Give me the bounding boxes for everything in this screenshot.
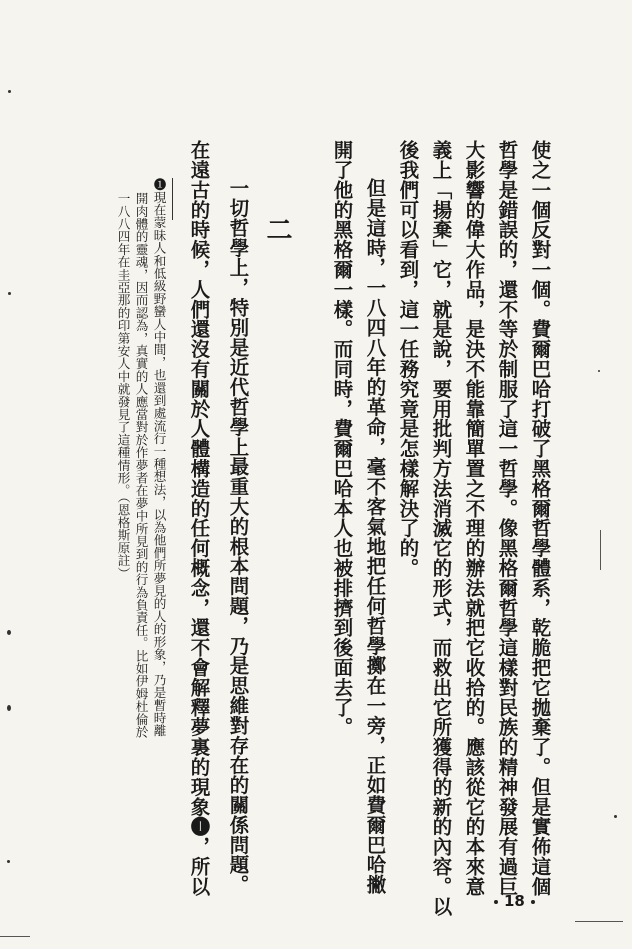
bullet-icon (494, 900, 498, 904)
footnote-column: 開肉體的靈魂，因而認為，真實的人應當對於作夢者在夢中所見到的行為負責任。比如伊姆杜倫於 (133, 192, 149, 739)
text-column: 義上「揚棄」它，就是說，要用批判方法消滅它的形式，而救出它所獲得的新的內容。以 (429, 140, 453, 917)
scan-mark (600, 530, 601, 570)
footnote-divider (172, 178, 173, 220)
footnote-column: 一八八四年在圭亞那的印第安人中就發見了這種情形。（恩格斯原註） (115, 192, 131, 580)
text-column: 一切哲學上，特別是近代哲學上最重大的根本問題，乃是思維對存在的關係問題。 (226, 178, 250, 895)
scan-speck (614, 815, 617, 818)
scan-speck (598, 370, 600, 372)
scan-speck (8, 90, 11, 93)
scan-mark (0, 936, 30, 937)
text-column: 但是這時，一八四八年的革命，毫不客氣地把任何哲學擲在一旁，正如費爾巴哈撇 (363, 178, 387, 895)
section-heading: 二 (262, 216, 292, 243)
text-column: 哲學是錯誤的，還不等於制服了這一哲學。像黑格爾哲學這樣對民族的精神發展有過巨 (495, 140, 519, 897)
text-column: 大影響的偉大作品，是決不能靠簡單置之不理的辦法就把它收拾的。應該從它的本來意 (462, 140, 486, 897)
scan-speck (7, 705, 11, 711)
scan-speck (8, 292, 11, 295)
text-column: 在遠古的時候，人們還沒有關於人體構造的任何概念，還不會解釋夢裏的現象❶，所以 (187, 140, 211, 897)
page-number: 18 (488, 892, 541, 910)
footnote-column: ❶現在蒙昧人和低級野蠻人中間，也還到處流行一種想法，以為他們所夢見的人的形象，乃是暫時離 (151, 178, 167, 737)
scan-mark (575, 921, 623, 922)
text-column: 使之一個反對一個。費爾巴哈打破了黑格爾哲學體系，乾脆把它拋棄了。但是實佈這個 (528, 140, 552, 897)
bullet-icon (531, 900, 535, 904)
text-column: 開了他的黑格爾一樣。而同時，費爾巴哈本人也被排擠到後面去了。 (330, 140, 354, 737)
scan-speck (7, 630, 11, 635)
text-column: 後我們可以看到，這一任務究竟是怎樣解決了的。 (396, 140, 420, 578)
scan-speck (7, 860, 10, 863)
